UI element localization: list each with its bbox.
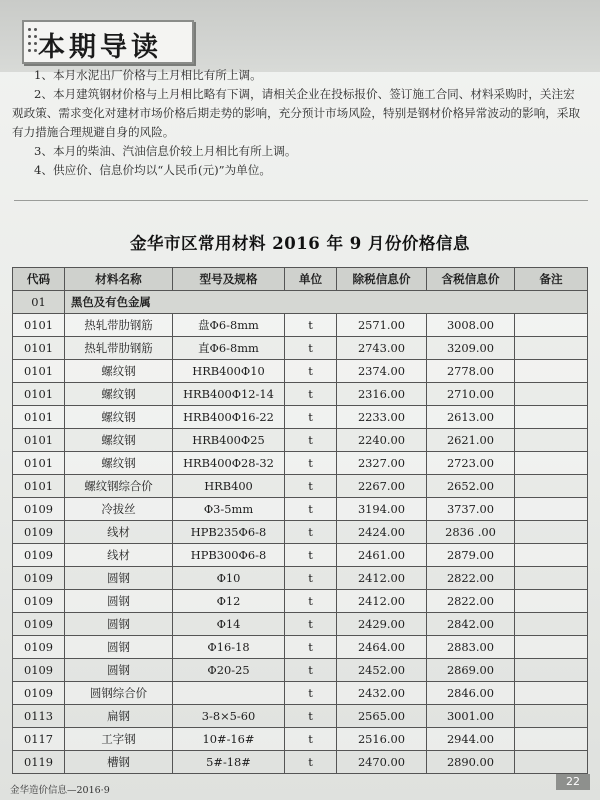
- category-code: 01: [13, 291, 65, 314]
- cell-price-inc-tax: 2710.00: [427, 383, 515, 406]
- cell-spec: Φ12: [173, 590, 285, 613]
- cell-remark: [515, 613, 588, 636]
- table-row: [13, 659, 588, 682]
- divider: [14, 200, 588, 201]
- cell-spec: Φ16-18: [173, 636, 285, 659]
- cell-remark: [515, 406, 588, 429]
- cell-material-name: 螺纹钢: [65, 452, 173, 475]
- table-header-row: [13, 268, 588, 291]
- table-row: [13, 406, 588, 429]
- cell-price-ex-tax: 2412.00: [337, 567, 427, 590]
- table-row: [13, 360, 588, 383]
- cell-price-inc-tax: 2822.00: [427, 567, 515, 590]
- header-spec: 型号及规格: [173, 268, 285, 291]
- table-row: [13, 728, 588, 751]
- cell-unit: t: [285, 406, 337, 429]
- cell-material-name: 线材: [65, 521, 173, 544]
- cell-code: 0101: [13, 406, 65, 429]
- cell-code: 0119: [13, 751, 65, 774]
- cell-price-inc-tax: 2723.00: [427, 452, 515, 475]
- cell-code: 0109: [13, 544, 65, 567]
- table-row: [13, 521, 588, 544]
- notes-block: [12, 66, 584, 180]
- table-row: [13, 337, 588, 360]
- cell-price-ex-tax: 2470.00: [337, 751, 427, 774]
- cell-spec: 盘Φ6-8mm: [173, 314, 285, 337]
- page-number: 22: [556, 774, 590, 790]
- cell-code: 0101: [13, 383, 65, 406]
- table-row: [13, 590, 588, 613]
- cell-code: 0113: [13, 705, 65, 728]
- cell-price-ex-tax: 2240.00: [337, 429, 427, 452]
- cell-material-name: 冷拔丝: [65, 498, 173, 521]
- table-row: [13, 383, 588, 406]
- cell-price-ex-tax: 2571.00: [337, 314, 427, 337]
- cell-unit: t: [285, 544, 337, 567]
- table-title: 金华市区常用材料 2016 年 9 月份价格信息: [130, 234, 470, 253]
- cell-unit: t: [285, 521, 337, 544]
- cell-price-inc-tax: 2613.00: [427, 406, 515, 429]
- cell-material-name: 热轧带肋钢筋: [65, 337, 173, 360]
- cell-price-ex-tax: 2516.00: [337, 728, 427, 751]
- category-row: [13, 291, 588, 314]
- cell-material-name: 螺纹钢: [65, 383, 173, 406]
- cell-price-ex-tax: 2743.00: [337, 337, 427, 360]
- table-row: [13, 314, 588, 337]
- header-banner: [0, 0, 600, 72]
- header-material-name: 材料名称: [65, 268, 173, 291]
- cell-unit: t: [285, 682, 337, 705]
- cell-price-inc-tax: 3008.00: [427, 314, 515, 337]
- cell-price-ex-tax: 2316.00: [337, 383, 427, 406]
- cell-code: 0109: [13, 498, 65, 521]
- cell-remark: [515, 682, 588, 705]
- footer-text: 金华造价信息—2016·9: [10, 785, 110, 796]
- cell-unit: t: [285, 659, 337, 682]
- header-price-inc-tax: 含税信息价: [427, 268, 515, 291]
- cell-price-ex-tax: 2267.00: [337, 475, 427, 498]
- cell-code: 0101: [13, 360, 65, 383]
- cell-remark: [515, 452, 588, 475]
- cell-spec: 直Φ6-8mm: [173, 337, 285, 360]
- table-row: [13, 636, 588, 659]
- category-name: 黑色及有色金属: [65, 291, 588, 314]
- cell-price-inc-tax: 2652.00: [427, 475, 515, 498]
- cell-code: 0109: [13, 659, 65, 682]
- cell-remark: [515, 314, 588, 337]
- table-row: [13, 475, 588, 498]
- cell-price-inc-tax: 2944.00: [427, 728, 515, 751]
- cell-code: 0109: [13, 636, 65, 659]
- cell-price-ex-tax: 2233.00: [337, 406, 427, 429]
- cell-spec: Φ20-25: [173, 659, 285, 682]
- cell-code: 0101: [13, 452, 65, 475]
- cell-material-name: 扁钢: [65, 705, 173, 728]
- table-row: [13, 705, 588, 728]
- cell-price-inc-tax: 2836 .00: [427, 521, 515, 544]
- table-row: [13, 751, 588, 774]
- cell-price-inc-tax: 2883.00: [427, 636, 515, 659]
- cell-price-ex-tax: 2452.00: [337, 659, 427, 682]
- cell-price-ex-tax: 2429.00: [337, 613, 427, 636]
- cell-price-inc-tax: 2846.00: [427, 682, 515, 705]
- cell-spec: Φ14: [173, 613, 285, 636]
- cell-unit: t: [285, 452, 337, 475]
- cell-material-name: 圆钢综合价: [65, 682, 173, 705]
- cell-code: 0101: [13, 337, 65, 360]
- cell-price-ex-tax: 2464.00: [337, 636, 427, 659]
- cell-price-inc-tax: 2621.00: [427, 429, 515, 452]
- cell-price-ex-tax: 2412.00: [337, 590, 427, 613]
- cell-material-name: 螺纹钢综合价: [65, 475, 173, 498]
- cell-unit: t: [285, 590, 337, 613]
- cell-material-name: 线材: [65, 544, 173, 567]
- cell-material-name: 螺纹钢: [65, 360, 173, 383]
- header-price-ex-tax: 除税信息价: [337, 268, 427, 291]
- cell-unit: t: [285, 314, 337, 337]
- cell-spec: 5#-18#: [173, 751, 285, 774]
- cell-material-name: 螺纹钢: [65, 429, 173, 452]
- header-title-box: [22, 20, 194, 64]
- cell-price-ex-tax: 2327.00: [337, 452, 427, 475]
- cell-spec: Φ10: [173, 567, 285, 590]
- cell-remark: [515, 521, 588, 544]
- cell-material-name: 圆钢: [65, 613, 173, 636]
- cell-spec: HRB400Φ25: [173, 429, 285, 452]
- cell-code: 0101: [13, 314, 65, 337]
- cell-price-inc-tax: 2890.00: [427, 751, 515, 774]
- cell-price-ex-tax: 2432.00: [337, 682, 427, 705]
- cell-remark: [515, 429, 588, 452]
- cell-material-name: 圆钢: [65, 590, 173, 613]
- cell-code: 0109: [13, 590, 65, 613]
- cell-remark: [515, 728, 588, 751]
- cell-spec: HRB400Φ12-14: [173, 383, 285, 406]
- cell-unit: t: [285, 337, 337, 360]
- cell-price-inc-tax: 3209.00: [427, 337, 515, 360]
- cell-material-name: 圆钢: [65, 567, 173, 590]
- note-3: 3、本月的柴油、汽油信息价较上月相比有所上调。: [34, 144, 297, 158]
- cell-spec: [173, 682, 285, 705]
- note-2: 2、本月建筑钢材价格与上月相比略有下调，请相关企业在投标报价、签订施工合同、材料采购时，关注宏观政策、需求变化对建材市场价格后期走势的影响，充分预计市场风险，特别是钢材价格异常波动的影响，采取有力措施合理规避自身的风险。: [12, 87, 581, 139]
- table-body: [13, 291, 588, 774]
- cell-remark: [515, 475, 588, 498]
- table-row: [13, 498, 588, 521]
- cell-spec: HRB400Φ10: [173, 360, 285, 383]
- cell-code: 0109: [13, 682, 65, 705]
- cell-price-inc-tax: 3001.00: [427, 705, 515, 728]
- cell-remark: [515, 567, 588, 590]
- cell-price-ex-tax: 2565.00: [337, 705, 427, 728]
- cell-remark: [515, 544, 588, 567]
- cell-material-name: 工字钢: [65, 728, 173, 751]
- cell-unit: t: [285, 475, 337, 498]
- cell-material-name: 螺纹钢: [65, 406, 173, 429]
- header-unit: 单位: [285, 268, 337, 291]
- cell-remark: [515, 751, 588, 774]
- cell-price-inc-tax: 3737.00: [427, 498, 515, 521]
- section-title: 本期导读: [38, 32, 162, 63]
- cell-price-ex-tax: 2374.00: [337, 360, 427, 383]
- cell-remark: [515, 659, 588, 682]
- header-code: 代码: [13, 268, 65, 291]
- price-table: [12, 267, 588, 774]
- cell-material-name: 圆钢: [65, 659, 173, 682]
- cell-price-ex-tax: 2461.00: [337, 544, 427, 567]
- cell-spec: HRB400Φ16-22: [173, 406, 285, 429]
- cell-price-ex-tax: 2424.00: [337, 521, 427, 544]
- cell-unit: t: [285, 751, 337, 774]
- cell-remark: [515, 498, 588, 521]
- cell-unit: t: [285, 567, 337, 590]
- cell-price-inc-tax: 2879.00: [427, 544, 515, 567]
- cell-code: 0109: [13, 521, 65, 544]
- cell-unit: t: [285, 636, 337, 659]
- cell-remark: [515, 636, 588, 659]
- cell-unit: t: [285, 613, 337, 636]
- cell-spec: HRB400: [173, 475, 285, 498]
- note-4: 4、供应价、信息价均以“人民币(元)”为单位。: [34, 163, 271, 177]
- table-row: [13, 567, 588, 590]
- cell-spec: HPB300Φ6-8: [173, 544, 285, 567]
- cell-remark: [515, 590, 588, 613]
- cell-price-ex-tax: 3194.00: [337, 498, 427, 521]
- cell-unit: t: [285, 728, 337, 751]
- table-row: [13, 613, 588, 636]
- cell-material-name: 槽钢: [65, 751, 173, 774]
- cell-remark: [515, 337, 588, 360]
- cell-code: 0109: [13, 567, 65, 590]
- cell-spec: 3-8×5-60: [173, 705, 285, 728]
- cell-code: 0101: [13, 475, 65, 498]
- cell-price-inc-tax: 2822.00: [427, 590, 515, 613]
- table-row: [13, 429, 588, 452]
- cell-code: 0109: [13, 613, 65, 636]
- note-1: 1、本月水泥出厂价格与上月相比有所上调。: [34, 68, 262, 82]
- cell-price-inc-tax: 2842.00: [427, 613, 515, 636]
- table-row: [13, 452, 588, 475]
- cell-spec: Φ3-5mm: [173, 498, 285, 521]
- cell-remark: [515, 383, 588, 406]
- cell-remark: [515, 705, 588, 728]
- cell-unit: t: [285, 429, 337, 452]
- cell-price-inc-tax: 2778.00: [427, 360, 515, 383]
- table-row: [13, 682, 588, 705]
- cell-unit: t: [285, 705, 337, 728]
- header-remark: 备注: [515, 268, 588, 291]
- cell-remark: [515, 360, 588, 383]
- cell-unit: t: [285, 498, 337, 521]
- cell-unit: t: [285, 383, 337, 406]
- cell-code: 0101: [13, 429, 65, 452]
- cell-material-name: 圆钢: [65, 636, 173, 659]
- table-row: [13, 544, 588, 567]
- cell-unit: t: [285, 360, 337, 383]
- cell-price-inc-tax: 2869.00: [427, 659, 515, 682]
- cell-spec: HPB235Φ6-8: [173, 521, 285, 544]
- cell-spec: 10#-16#: [173, 728, 285, 751]
- cell-spec: HRB400Φ28-32: [173, 452, 285, 475]
- cell-material-name: 热轧带肋钢筋: [65, 314, 173, 337]
- cell-code: 0117: [13, 728, 65, 751]
